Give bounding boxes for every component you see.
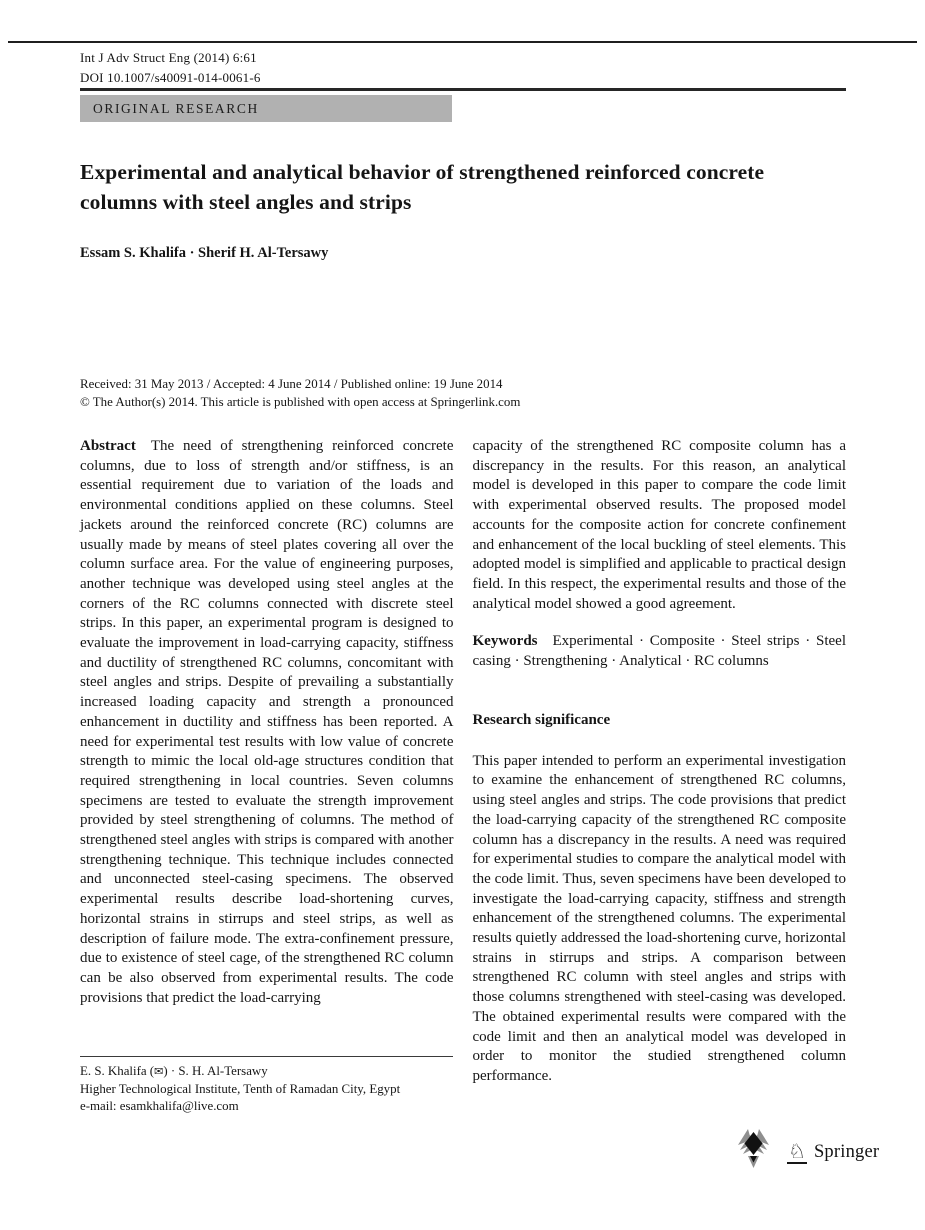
section-heading-research-significance: Research significance — [472, 711, 611, 728]
affiliation-line: Higher Technological Institute, Tenth of Ramadan City, Egypt — [80, 1081, 401, 1096]
authors-line: Essam S. Khalifa · Sherif H. Al-Tersawy — [80, 245, 329, 261]
article-title: Experimental and analytical behavior of strengthened reinforced concrete columns with steel angles and strips — [80, 160, 765, 214]
journal-header — [80, 48, 261, 88]
springer-wordmark: Springer — [813, 1142, 880, 1162]
research-significance-body: This paper intended to perform an experimental investigation to examine the enhancement of strengthened RC columns, using steel angles and strips. The code provisions that predict the load-carrying capacity of the strengthened RC composite column has a discrepancy in the results. A need was required for experimental studies to compare the analytical model with the code limit. Thus, seven specimens have been developed to investigate the load-carrying capacity, stiffness and strength enhancement of the strengthened columns. The experimental results quietly addressed the load-shortening curve, horizontal strains in stirrups and strips. A comparison between strengthened RC column with steel angles and strips with those columns strengthened with steel-casing was developed. The obtained experimental results were compared with the code limit and then an analytical model was developed in order to monitor the studied strengthened column performance. — [472, 752, 846, 1084]
footnote-block — [80, 1056, 453, 1116]
received-accepted-published-line: Received: 31 May 2013 / Accepted: 4 June 2014 / Published online: 19 June 2014 — [80, 377, 503, 391]
footer-logos — [737, 1127, 879, 1170]
correspondence-authors-post: ) · S. H. Al-Tersawy — [163, 1064, 268, 1078]
university-emblem-icon — [737, 1127, 770, 1170]
keywords-paragraph — [473, 632, 847, 671]
right-column — [473, 437, 847, 1087]
springer-horse-icon: ♘ — [788, 1139, 806, 1163]
left-column — [80, 437, 454, 1087]
article-type-banner — [80, 95, 452, 122]
springer-logo — [787, 1141, 879, 1170]
keywords-label: Keywords — [472, 633, 538, 650]
abstract-label: Abstract — [80, 438, 136, 454]
doi-line: DOI 10.1007/s40091-014-0061-6 — [80, 70, 261, 85]
footnote-rule — [80, 1056, 453, 1057]
keywords-text: Experimental · Composite · Steel strips · Steel casing · Strengthening · Analytical · RC columns — [472, 633, 846, 670]
correspondence-line — [80, 1063, 453, 1081]
abstract-text-column1: The need of strengthening reinforced concrete columns, due to loss of strength and/or stiffness, is an essential requirement due to variation of the loads and environmental conditions applied on these columns. Steel jackets around the reinforced concrete (RC) columns are usually made by means of steel plates covering all over the column surface area. For the value of engineering purposes, another technique was developed using steel angles at the corners of the RC columns connected with discrete steel strips. In this paper, an experimental program is designed to evaluate the improvement in load-carrying capacity, stiffness and ductility of strengthened RC columns, concomitant with steel angles and strips. Despite of prevailing a substantially increased loading capacity and strength a pronounced enhancement in ductility and stiffness has been reported. A need for experimental test results with low value of concrete strength to mimic the local old-age structures condition that required strengthening in local countries. Seven columns specimens are tested to evaluate the strength improvement provided by steel strengthening of columns. The method of strengthened steel angles with strips is compared with another strengthening technique. This technique includes connected and unconnected steel-casing specimens. The observed experimental results describe load-shortening curves, horizontal strains in stirrups and steel strips, as well as description of failure mode. The extra-confinement pressure, due to existence of steel cage, of the strengthened RC column can be also observed from experimental results. The code provisions that predict the load-carrying — [80, 438, 454, 1006]
copyright-line: © The Author(s) 2014. This article is published with open access at Springerlink.com — [80, 394, 521, 409]
abstract-paragraph — [80, 437, 454, 1008]
abstract-text-column2: capacity of the strengthened RC composite column has a discrepancy in the results. For this reason, an analytical model is developed in this paper to compare the code limit with experimental observed results. The proposed model accounts for the composite action for concrete confinement and enhancement of the local buckling of steel elements. This adopted model is simplified and applicable to practical design field. In this respect, the experimental results and those of the analytical model showed a good agreement. — [472, 438, 846, 612]
correspondence-authors-pre: E. S. Khalifa ( — [80, 1064, 155, 1078]
header-rule — [80, 88, 846, 91]
envelope-icon: ✉ — [154, 1065, 164, 1078]
publication-dates-block — [80, 376, 520, 411]
page-top-border — [8, 41, 917, 43]
email-line: e-mail: esamkhalifa@live.com — [80, 1099, 239, 1114]
article-type-label: ORIGINAL RESEARCH — [93, 101, 259, 116]
journal-citation: Int J Adv Struct Eng (2014) 6:61 — [80, 50, 257, 65]
two-column-body — [80, 437, 846, 1087]
